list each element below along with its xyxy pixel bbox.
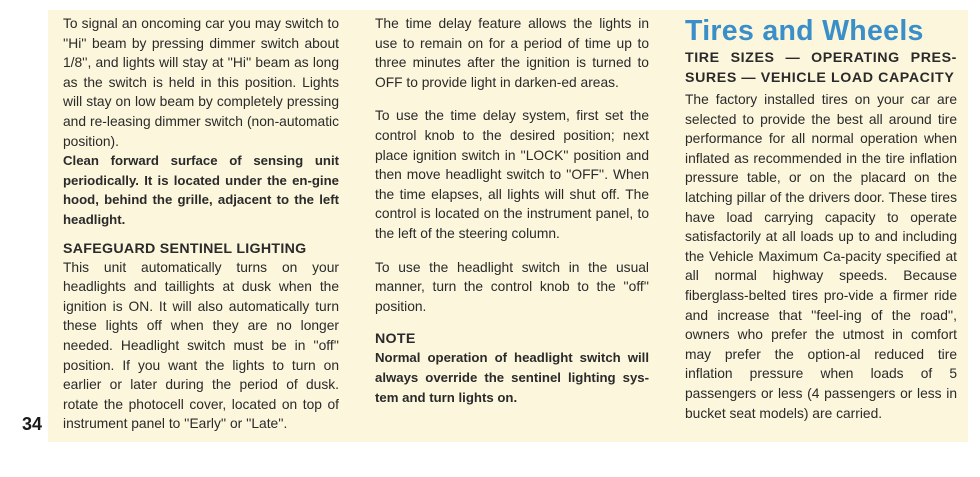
- note-text: Normal operation of headlight switch will always override the sentinel lighting sys-tem and turn lights on.: [375, 350, 649, 405]
- note-heading: NOTE: [375, 331, 416, 348]
- time-delay-paragraph: The time delay feature allows the lights in use to remain on for a period of time up to three minutes after the ignition is turned to OFF to provide light in darken-ed areas.: [375, 16, 649, 90]
- column-middle: [375, 14, 649, 407]
- sensing-unit-note: Clean forward surface of sensing unit periodically. It is located under the en-gine hood, behind the grille, adjacent to the left headlight.: [63, 153, 339, 227]
- tire-paragraph: The factory installed tires on your car are selected to provide the best all around tire performance for all normal operation when inflated as recommended in the tire inflation pressure table, or on the placard on the latching pillar of the drivers door. These tires have load carrying capacity to operate satisfactorily at all loads up to and including the Vehicle Maximum Ca-pacity specified at all normal highway speeds. Because fiberglass-belted tires pro-vide a firmer ride and increase that ''feel-ing of the road'', owners who prefer the utmost in comfort may prefer the option-al reduced tire inflation pressure when loads of 5 passengers or less (4 passengers or less in bucket seat models) are carried.: [685, 92, 957, 421]
- tire-sizes-heading: TIRE SIZES — OPERATING PRES-SURES — VEHICLE LOAD CAPACITY: [685, 50, 957, 86]
- page-number: 34: [22, 414, 43, 434]
- section-title: Tires and Wheels: [685, 15, 924, 47]
- dimmer-paragraph: To signal an oncoming car you may switch to ''Hi'' beam by pressing dimmer switch about 1/8'', and lights will stay at ''Hi'' beam as long as the switch is held in this position. Lights will stay on low beam by completely pressing and re-leasing dimmer switch (non-automatic position).: [63, 16, 339, 149]
- column-left: [63, 14, 339, 434]
- column-right: [685, 14, 957, 423]
- headlight-usual-paragraph: To use the headlight switch in the usual manner, turn the control knob to the ''off'' position.: [375, 259, 649, 314]
- sentinel-paragraph: This unit automatically turns on your headlights and taillights at dusk when the ignition is ON. It will also automatically turn these lights off when they are no longer needed. Headlight switch must be in ''off'' position. If you want the lights to turn on earlier or later during the period of dusk. rotate the photocell cover, located on top of instrument panel to ''Early'' or ''Late''.: [63, 259, 339, 432]
- time-delay-usage-paragraph: To use the time delay system, first set the control knob to the desired position; next place ignition switch in ''LOCK'' position and then move headlight switch to ''OFF''. When the time elapses, all lights will shut off. The control is located on the instrument panel, to the left of the steering column.: [375, 108, 649, 241]
- sentinel-heading: SAFEGUARD SENTINEL LIGHTING: [63, 240, 307, 257]
